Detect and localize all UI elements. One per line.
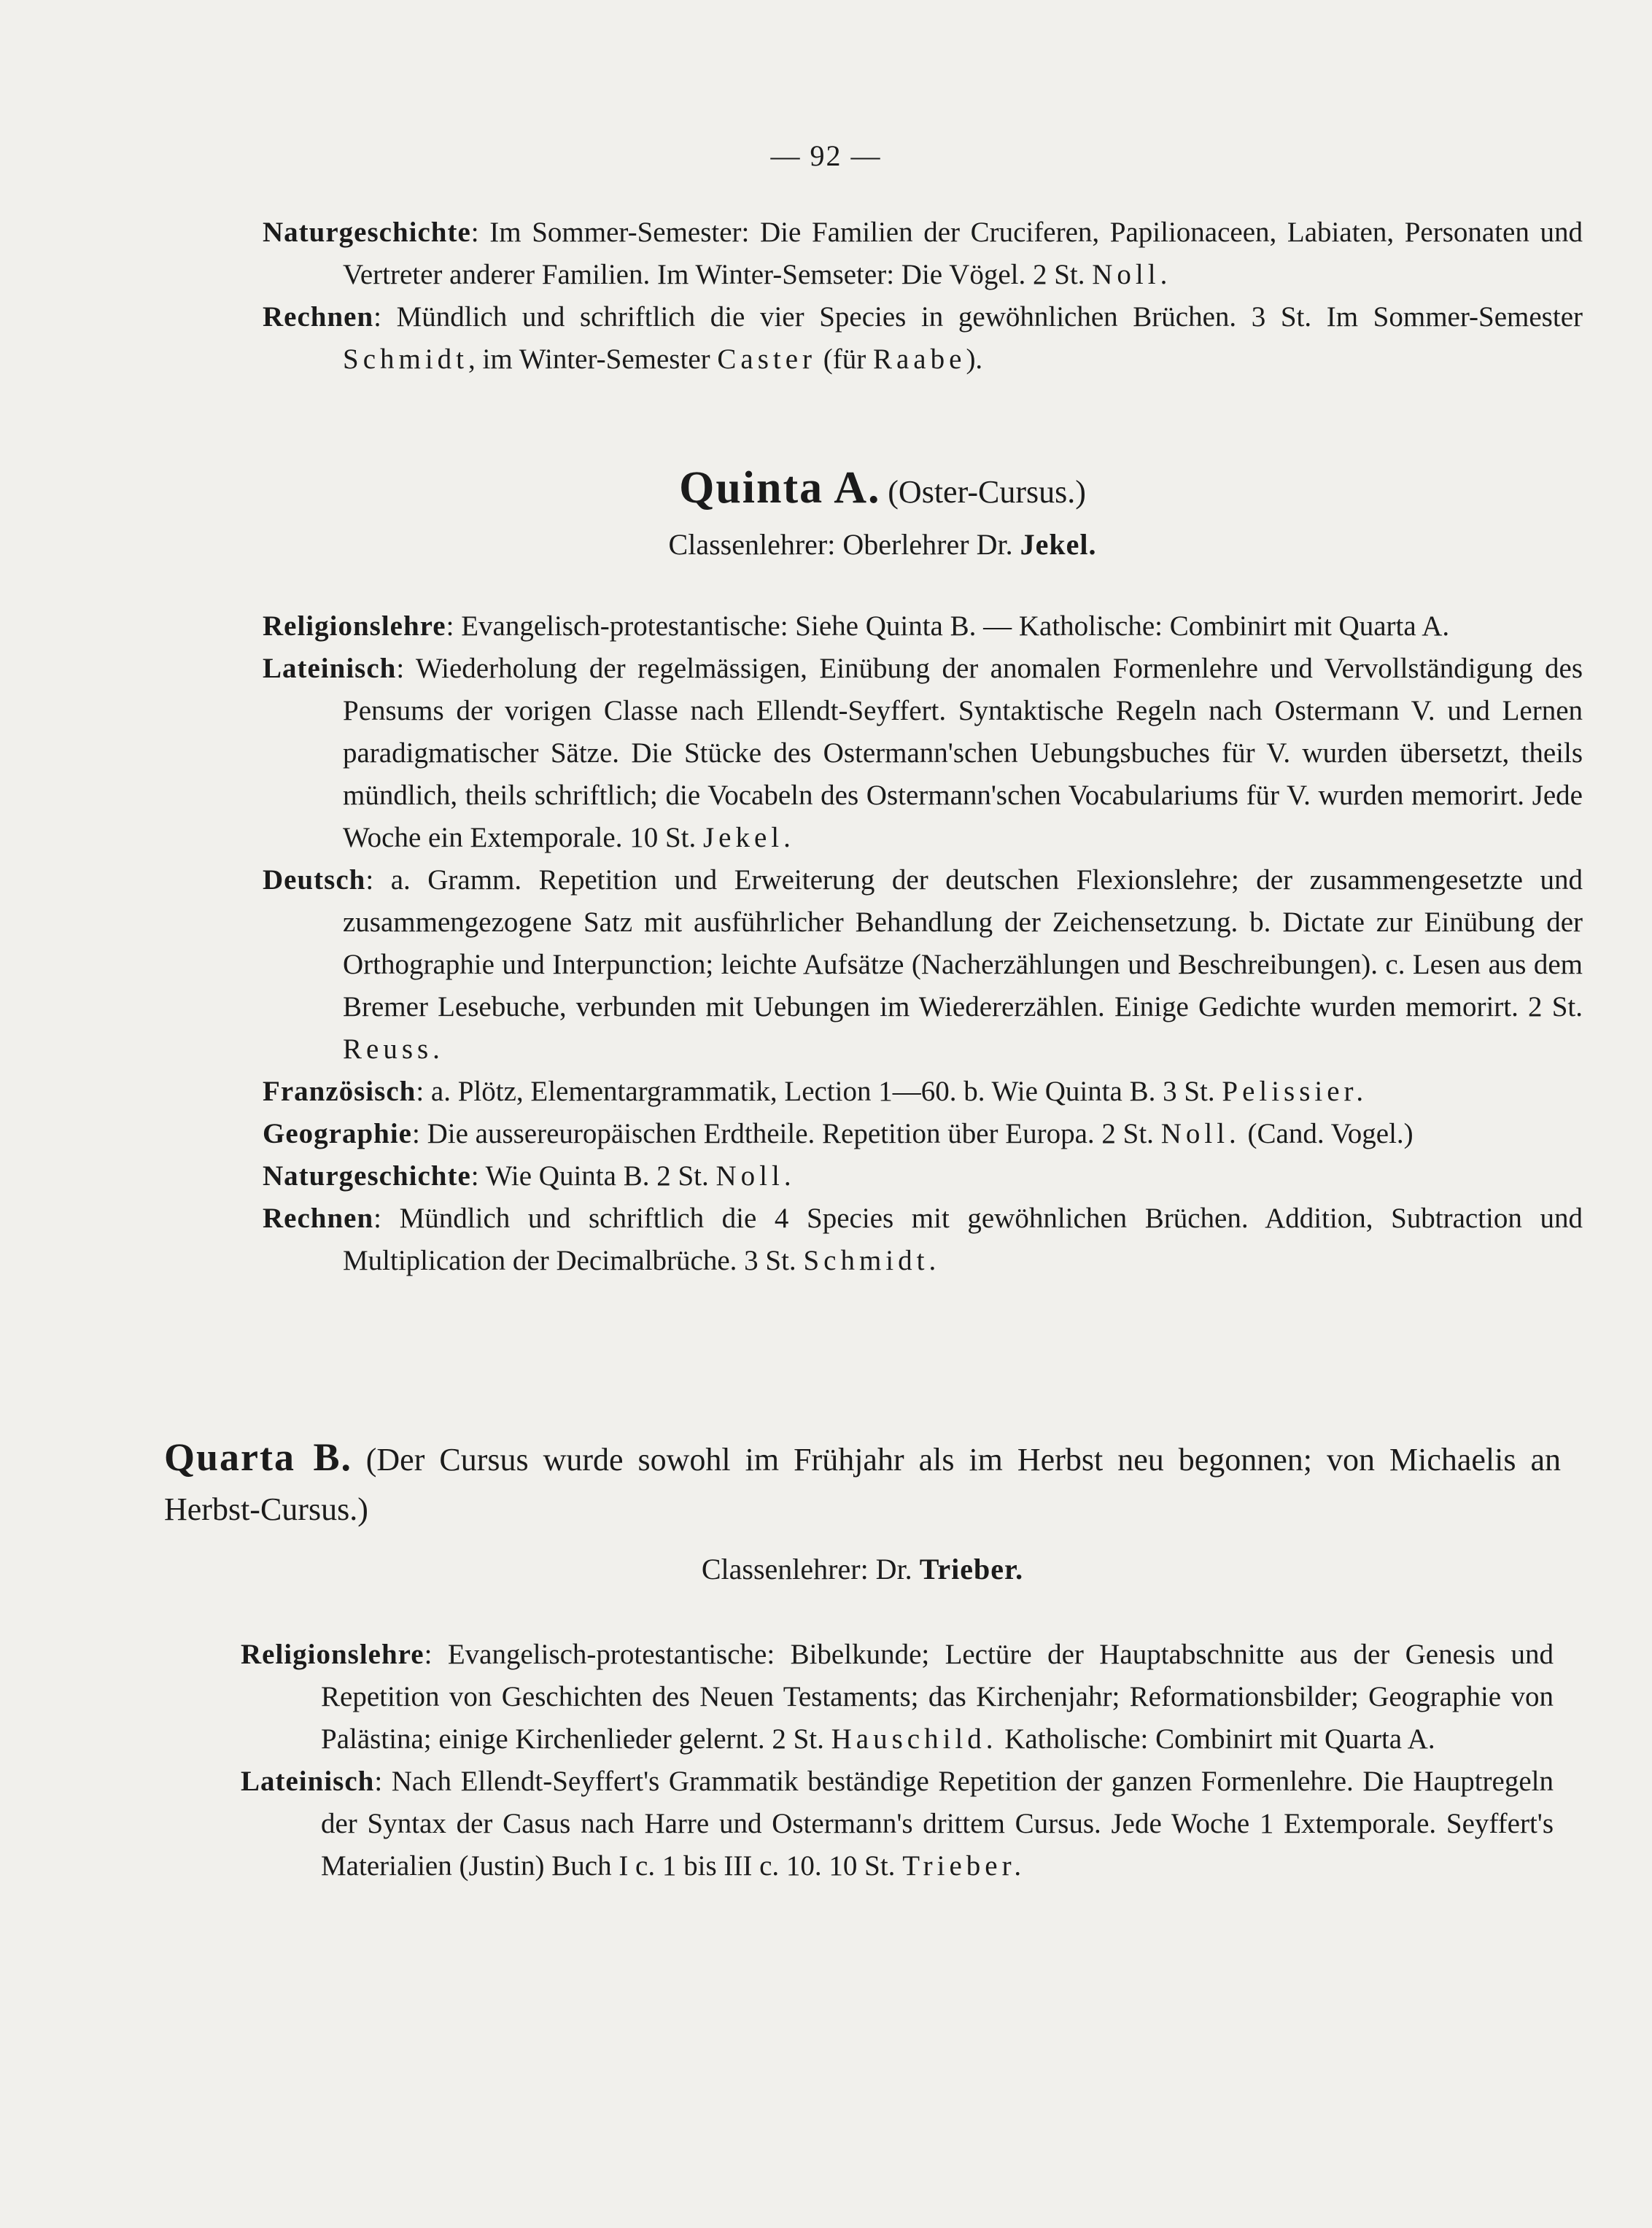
- teacher-name: Schmidt.: [803, 1245, 941, 1276]
- class-teacher-label: Classenlehrer: Oberlehrer Dr.: [668, 528, 1013, 561]
- section-title: [164, 1433, 1561, 1535]
- class-teacher: [164, 1545, 1561, 1594]
- teacher-name: Raabe: [872, 343, 966, 375]
- teacher-name: Hauschild.: [831, 1723, 998, 1755]
- class-teacher-name: Trieber.: [919, 1553, 1024, 1585]
- class-teacher-name: Jekel.: [1020, 528, 1097, 561]
- class-teacher: [182, 524, 1583, 566]
- entry-text: : Evangelisch-protestantische: Siehe Quinta B. — Katholische: Combinirt mit Quarta A.: [446, 610, 1450, 642]
- entry-text: : Die aussereuropäischen Erdtheile. Repetition über Europa. 2 St.: [411, 1118, 1154, 1149]
- teacher-name: Noll.: [1092, 259, 1172, 290]
- entry-franzoesisch: [263, 1071, 1583, 1113]
- teacher-name: Reuss.: [343, 1033, 444, 1065]
- entry-religionslehre: [263, 605, 1583, 648]
- entry-term: Rechnen: [263, 1203, 374, 1234]
- section-title: [182, 463, 1583, 515]
- teacher-name: Caster: [717, 343, 817, 375]
- entry-geographie: [263, 1113, 1583, 1155]
- quarta-b-heading: [164, 1433, 1561, 1594]
- section-title-main: Quarta B.: [164, 1435, 352, 1479]
- entry-text: : a. Plötz, Elementargrammatik, Lection 1—60. b. Wie Quinta B. 3 St.: [416, 1076, 1215, 1107]
- entry-text: : Nach Ellendt-Seyffert's Grammatik beständige Repetition der ganzen Formenlehre. Die Hauptregeln der Syntax der Casus nach Harre und Ostermann's drittem Cursus. Jede Woche 1 Extemporale. Seyffert's Materialien (Justin) Buch I c. 1 bis III c. 10. 10 St.: [321, 1766, 1554, 1882]
- teacher-name: Trieber.: [902, 1850, 1026, 1882]
- entry-deutsch: [263, 859, 1583, 1071]
- teacher-name: Pelissier.: [1222, 1076, 1368, 1107]
- entry-lateinisch: [241, 1761, 1554, 1887]
- entry-term: Lateinisch: [241, 1766, 375, 1797]
- section-title-sub: (Der Cursus wurde sowohl im Frühjahr als im Herbst neu begonnen; von Michaelis an Herbst-Cursus.): [164, 1442, 1561, 1527]
- teacher-name: Noll.: [716, 1160, 796, 1192]
- quarta-b-entries: [241, 1634, 1554, 1887]
- entry-rechnen-top: [263, 296, 1583, 381]
- entry-term: Religionslehre: [263, 610, 446, 642]
- top-section: [263, 211, 1583, 381]
- page-number: — 92 —: [770, 139, 882, 172]
- entry-text: : a. Gramm. Repetition und Erweiterung der deutschen Flexionslehre; der zusammengesetzte und zusammengezogene Satz mit ausführlicher Behandlung der Zeichensetzung. b. Dictate zur Einübung der Orthographie und Interpunction; leichte Aufsätze (Nacherzählungen und Beschreibungen). c. Lesen aus dem Bremer Lesebuche, verbunden mit Uebungen im Wiedererzählen. Einige Gedichte wurden memorirt. 2 St.: [343, 864, 1583, 1022]
- entry-term: Lateinisch: [263, 653, 397, 684]
- entry-text: : Evangelisch-protestantische: Bibelkunde; Lectüre der Hauptabschnitte aus der Genesis und Repetition von Geschichten des Neuen Testaments; das Kirchenjahr; Reformationsbilder; Geographie von Palästina; einige Kirchenlieder gelernt. 2 St.: [321, 1639, 1554, 1755]
- entry-text: : Wiederholung der regelmässigen, Einübung der anomalen Formenlehre und Vervollständigung des Pensums der vorigen Classe nach Ellendt-Seyffert. Syntaktische Regeln nach Ostermann V. und Lernen paradigmatischer Sätze. Die Stücke des Ostermann'schen Uebungsbuches für V. wurden übersetzt, theils mündlich, theils schriftlich; die Vocabeln des Ostermann'schen Vocabulariums für V. wurden memorirt. Jede Woche ein Extemporale. 10 St.: [343, 653, 1583, 853]
- teacher-name: Noll.: [1160, 1118, 1241, 1149]
- section-title-sub: (Oster-Cursus.): [888, 474, 1086, 510]
- entry-text: ).: [966, 343, 983, 375]
- entry-term: Deutsch: [263, 864, 366, 896]
- entry-text: : Mündlich und schriftlich die 4 Species mit gewöhnlichen Brüchen. Addition, Subtraction und Multiplication der Decimalbrüche. 3 St.: [343, 1203, 1583, 1276]
- entry-term: Französisch: [263, 1076, 416, 1107]
- quinta-a-heading: [182, 463, 1583, 566]
- entry-text: Katholische: Combinirt mit Quarta A.: [1004, 1723, 1435, 1755]
- entry-text: (für: [823, 343, 866, 375]
- class-teacher-label: Classenlehrer: Dr.: [701, 1553, 912, 1585]
- entry-text: : Im Sommer-Semester: Die Familien der Cruciferen, Papilionaceen, Labiaten, Personaten und Vertreter anderer Familien. Im Winter-Semseter: Die Vögel. 2 St.: [343, 217, 1583, 290]
- section-title-main: Quinta A.: [679, 463, 881, 513]
- quinta-a-entries: [263, 605, 1583, 1282]
- entry-term: Religionslehre: [241, 1639, 424, 1670]
- entry-text: , im Winter-Semester: [468, 343, 710, 375]
- entry-naturgeschichte: [263, 1155, 1583, 1198]
- entry-naturgeschichte-top: [263, 211, 1583, 296]
- entry-term: Naturgeschichte: [263, 217, 471, 248]
- teacher-name: Schmidt: [343, 343, 469, 375]
- entry-term: Geographie: [263, 1118, 412, 1149]
- entry-text: : Mündlich und schriftlich die vier Species in gewöhnlichen Brüchen. 3 St. Im Sommer-Semester: [373, 301, 1583, 333]
- entry-term: Naturgeschichte: [263, 1160, 471, 1192]
- entry-text: : Wie Quinta B. 2 St.: [470, 1160, 709, 1192]
- teacher-name: Jekel.: [702, 822, 795, 853]
- entry-term: Rechnen: [263, 301, 374, 333]
- entry-text: (Cand. Vogel.): [1247, 1118, 1413, 1149]
- entry-rechnen: [263, 1198, 1583, 1282]
- entry-lateinisch: [263, 648, 1583, 859]
- entry-religionslehre: [241, 1634, 1554, 1761]
